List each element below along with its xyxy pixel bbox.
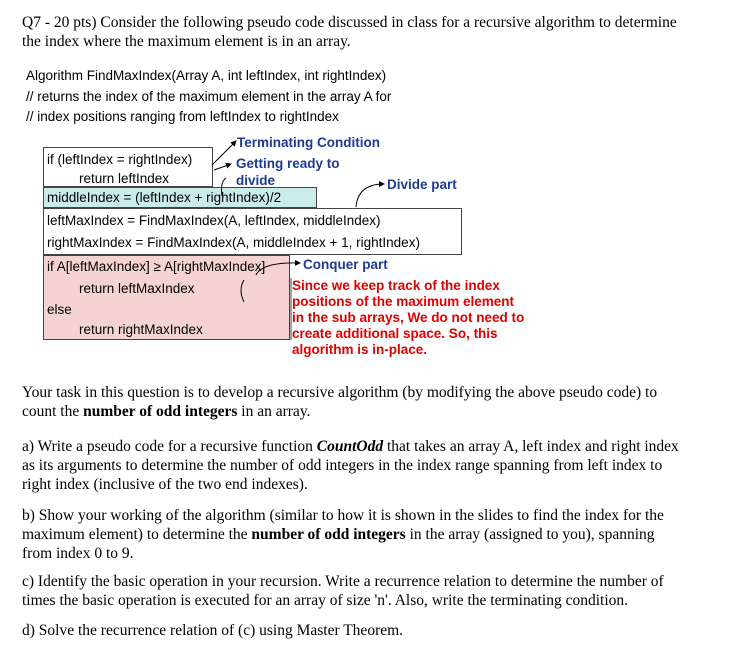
note-line-5: algorithm is in-place. — [292, 342, 428, 357]
middle-index-line: middleIndex = (leftIndex + rightIndex)/2 — [47, 190, 282, 205]
part-c-line-2: times the basic operation is executed for an array of size 'n'. Also, write the terminating condition. — [22, 592, 629, 609]
conquer-bracket — [241, 280, 244, 302]
divide-part-arrow — [356, 184, 384, 207]
task-intro-line-2: count the number of odd integers in an array. — [22, 403, 311, 420]
else-line: else — [47, 302, 72, 317]
getting-ready-label-2: divide — [236, 173, 276, 188]
part-c — [22, 572, 728, 610]
if-compare-line: if A[leftMaxIndex] ≥ A[rightMaxIndex] — [47, 259, 266, 274]
part-b-line-1: b) Show your working of the algorithm (similar to how it is shown in the slides to find the index for the — [22, 507, 664, 524]
conquer-part-arrow — [256, 263, 300, 275]
code-comment-2: // index positions ranging from leftIndex to rightIndex — [26, 109, 339, 124]
part-b-line-2: maximum element) to determine the number of odd integers in the array (assigned to you), spanning — [22, 526, 655, 543]
conquer-part-label: Conquer part — [303, 257, 388, 272]
note-line-3: in the sub arrays, We do not need to — [292, 310, 525, 325]
terminating-condition-label: Terminating Condition — [237, 135, 380, 150]
getting-ready-label-1: Getting ready to — [236, 156, 340, 171]
part-a-line-3: right index (inclusive of the two end indexes). — [22, 476, 308, 493]
divide-part-label: Divide part — [387, 177, 457, 192]
return-left-max-line: return leftMaxIndex — [79, 281, 195, 296]
return-left-index-line: return leftIndex — [79, 171, 170, 186]
note-line-4: create additional space. So, this — [292, 326, 498, 341]
left-max-line: leftMaxIndex = FindMaxIndex(A, leftIndex, middleIndex) — [47, 213, 381, 228]
note-line-2: positions of the maximum element — [292, 294, 515, 309]
part-b-line-3: from index 0 to 9. — [22, 545, 134, 562]
getting-ready-arrow — [214, 164, 231, 170]
task-intro — [22, 383, 728, 421]
if-base-case-line: if (leftIndex = rightIndex) — [47, 152, 193, 167]
note-line-1: Since we keep track of the index — [292, 278, 500, 293]
code-comment-1: // returns the index of the maximum element in the array A for — [26, 89, 392, 104]
part-a-line-1: a) Write a pseudo code for a recursive function CountOdd that takes an array A, left index and right index — [22, 438, 679, 455]
right-max-line: rightMaxIndex = FindMaxIndex(A, middleIndex + 1, rightIndex) — [47, 235, 420, 250]
return-right-max-line: return rightMaxIndex — [79, 322, 203, 337]
task-intro-line-1: Your task in this question is to develop a recursive algorithm (by modifying the above pseudo code) to — [22, 384, 658, 401]
part-c-line-1: c) Identify the basic operation in your recursion. Write a recurrence relation to determine the number of — [22, 573, 664, 590]
part-a — [22, 437, 728, 494]
terminating-arrow — [212, 141, 236, 165]
part-d — [22, 621, 728, 640]
question-header-line-1: Q7 - 20 pts) Consider the following pseudo code discussed in class for a recursive algorithm to determine — [22, 14, 677, 31]
question-header-line-2: the index where the maximum element is in an array. — [22, 33, 351, 50]
algorithm-signature: Algorithm FindMaxIndex(Array A, int leftIndex, int rightIndex) — [26, 68, 387, 83]
part-b — [22, 506, 728, 563]
getting-ready-bracket — [222, 178, 227, 196]
part-a-line-2: as its arguments to determine the number of odd integers in the index range spanning from left index to — [22, 457, 663, 474]
part-d-line-1: d) Solve the recurrence relation of (c) using Master Theorem. — [22, 622, 404, 639]
